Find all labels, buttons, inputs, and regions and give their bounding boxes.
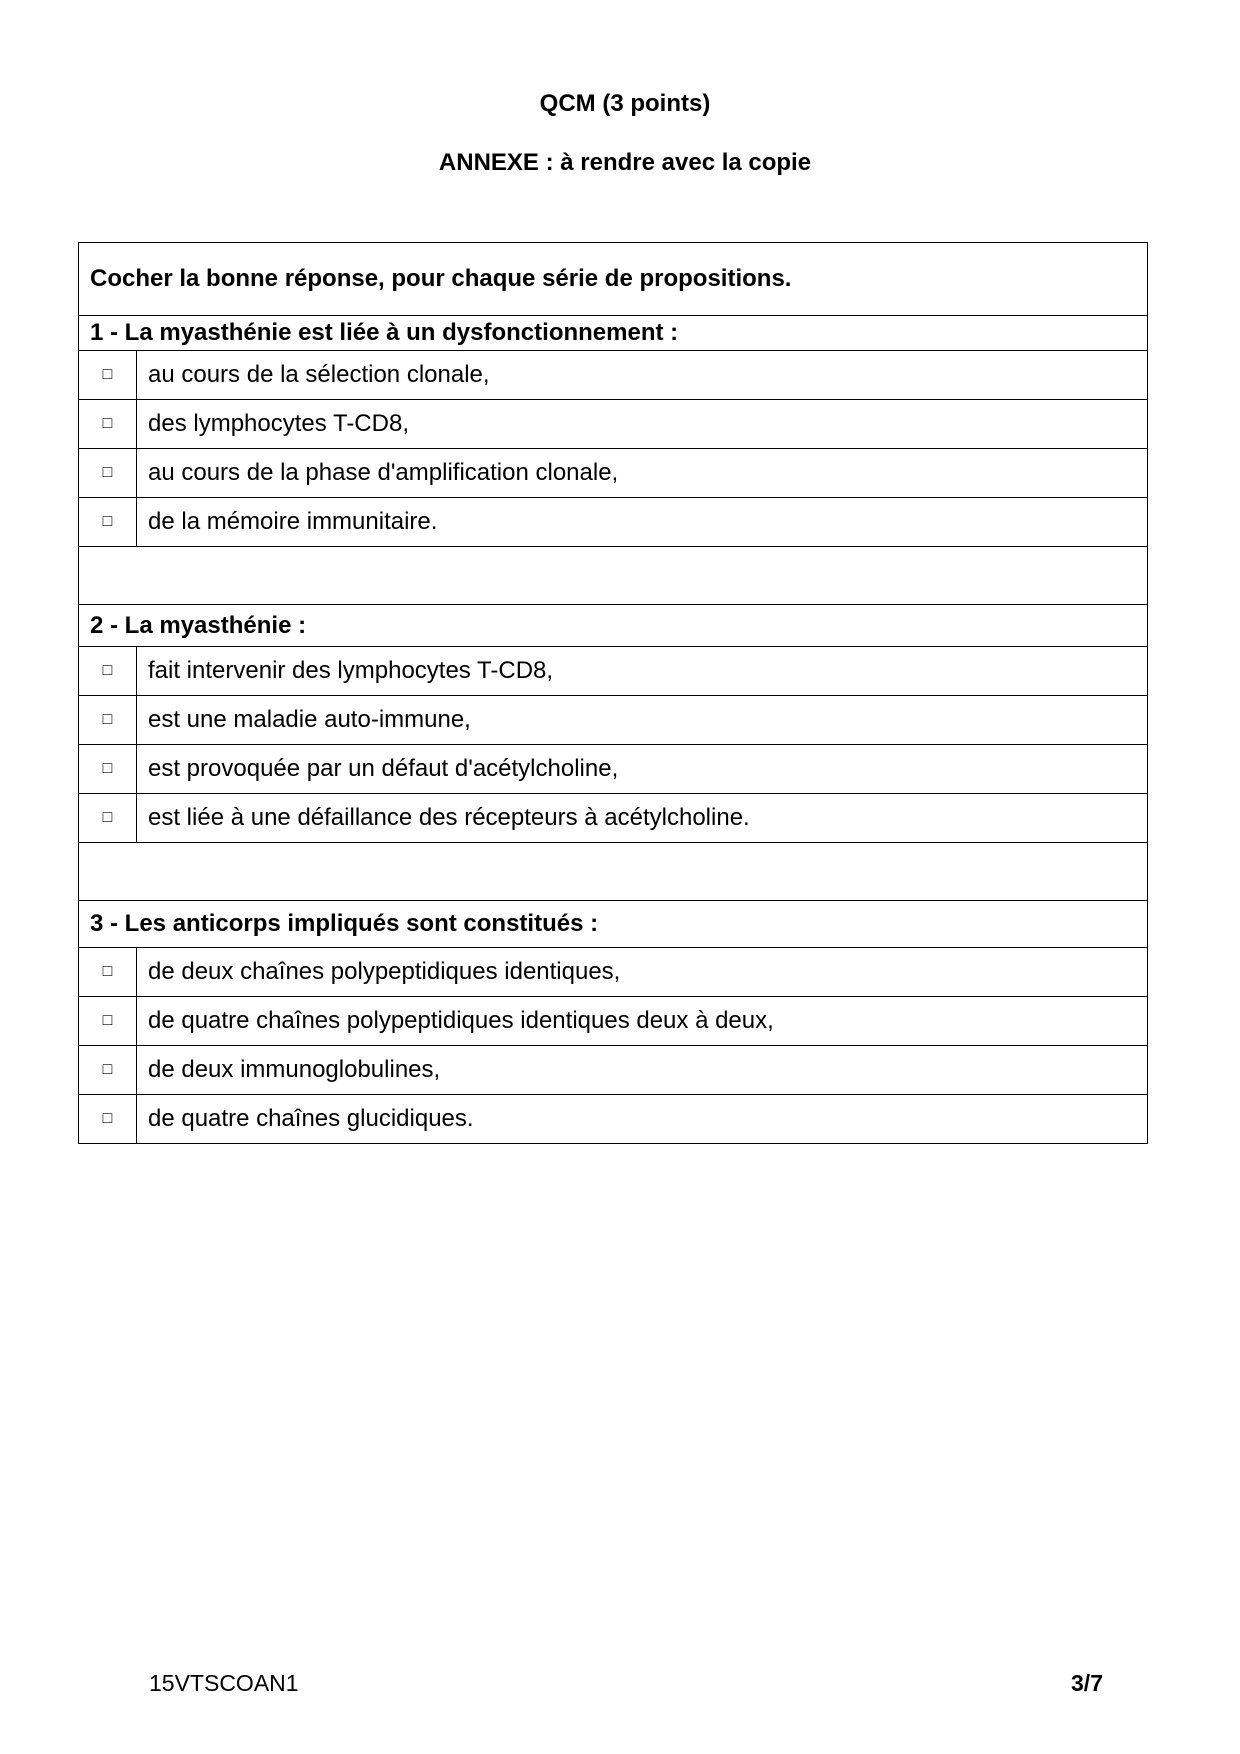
answer-row — [79, 647, 1148, 696]
answer-row — [79, 1095, 1148, 1144]
blank-separator-row — [79, 843, 1148, 901]
answer-row — [79, 948, 1148, 997]
answer-label: au cours de la sélection clonale, — [137, 351, 1148, 400]
answer-row — [79, 498, 1148, 547]
answer-label: de deux chaînes polypeptidiques identiques, — [137, 948, 1148, 997]
answer-label: de quatre chaînes polypeptidiques identiques deux à deux, — [137, 997, 1148, 1046]
answer-row — [79, 1046, 1148, 1095]
blank-separator-row — [79, 547, 1148, 605]
answer-label: est provoquée par un défaut d'acétylcholine, — [137, 745, 1148, 794]
page-title: QCM (3 points) — [539, 90, 711, 117]
answer-label: de la mémoire immunitaire. — [137, 498, 1148, 547]
answer-checkbox[interactable]: □ — [79, 997, 137, 1046]
answer-checkbox[interactable]: □ — [79, 696, 137, 745]
page-subtitle: ANNEXE : à rendre avec la copie — [438, 149, 812, 176]
answer-checkbox[interactable]: □ — [79, 400, 137, 449]
instruction-text: Cocher la bonne réponse, pour chaque série de propositions. — [79, 243, 1148, 316]
answer-row — [79, 745, 1148, 794]
qcm-table — [78, 242, 1148, 1144]
document-code: 15VTSCOAN1 — [149, 1670, 299, 1696]
question-2-heading: 2 - La myasthénie : — [79, 605, 1148, 647]
answer-checkbox[interactable]: □ — [79, 745, 137, 794]
answer-row — [79, 400, 1148, 449]
answer-checkbox[interactable]: □ — [79, 449, 137, 498]
answer-label: des lymphocytes T-CD8, — [137, 400, 1148, 449]
answer-row — [79, 794, 1148, 843]
answer-label: de quatre chaînes glucidiques. — [137, 1095, 1148, 1144]
question-1-heading: 1 - La myasthénie est liée à un dysfonctionnement : — [79, 316, 1148, 351]
answer-label: au cours de la phase d'amplification clonale, — [137, 449, 1148, 498]
question-3-heading: 3 - Les anticorps impliqués sont constitués : — [79, 901, 1148, 948]
page-number: 3/7 — [1071, 1670, 1103, 1696]
answer-checkbox[interactable]: □ — [79, 498, 137, 547]
answer-row — [79, 449, 1148, 498]
answer-row — [79, 997, 1148, 1046]
answer-label: est liée à une défaillance des récepteurs à acétylcholine. — [137, 794, 1148, 843]
answer-checkbox[interactable]: □ — [79, 1046, 137, 1095]
answer-row — [79, 696, 1148, 745]
answer-checkbox[interactable]: □ — [79, 794, 137, 843]
answer-row — [79, 351, 1148, 400]
answer-label: fait intervenir des lymphocytes T-CD8, — [137, 647, 1148, 696]
answer-checkbox[interactable]: □ — [79, 351, 137, 400]
answer-label: est une maladie auto-immune, — [137, 696, 1148, 745]
answer-checkbox[interactable]: □ — [79, 948, 137, 997]
answer-label: de deux immunoglobulines, — [137, 1046, 1148, 1095]
answer-checkbox[interactable]: □ — [79, 1095, 137, 1144]
answer-checkbox[interactable]: □ — [79, 647, 137, 696]
